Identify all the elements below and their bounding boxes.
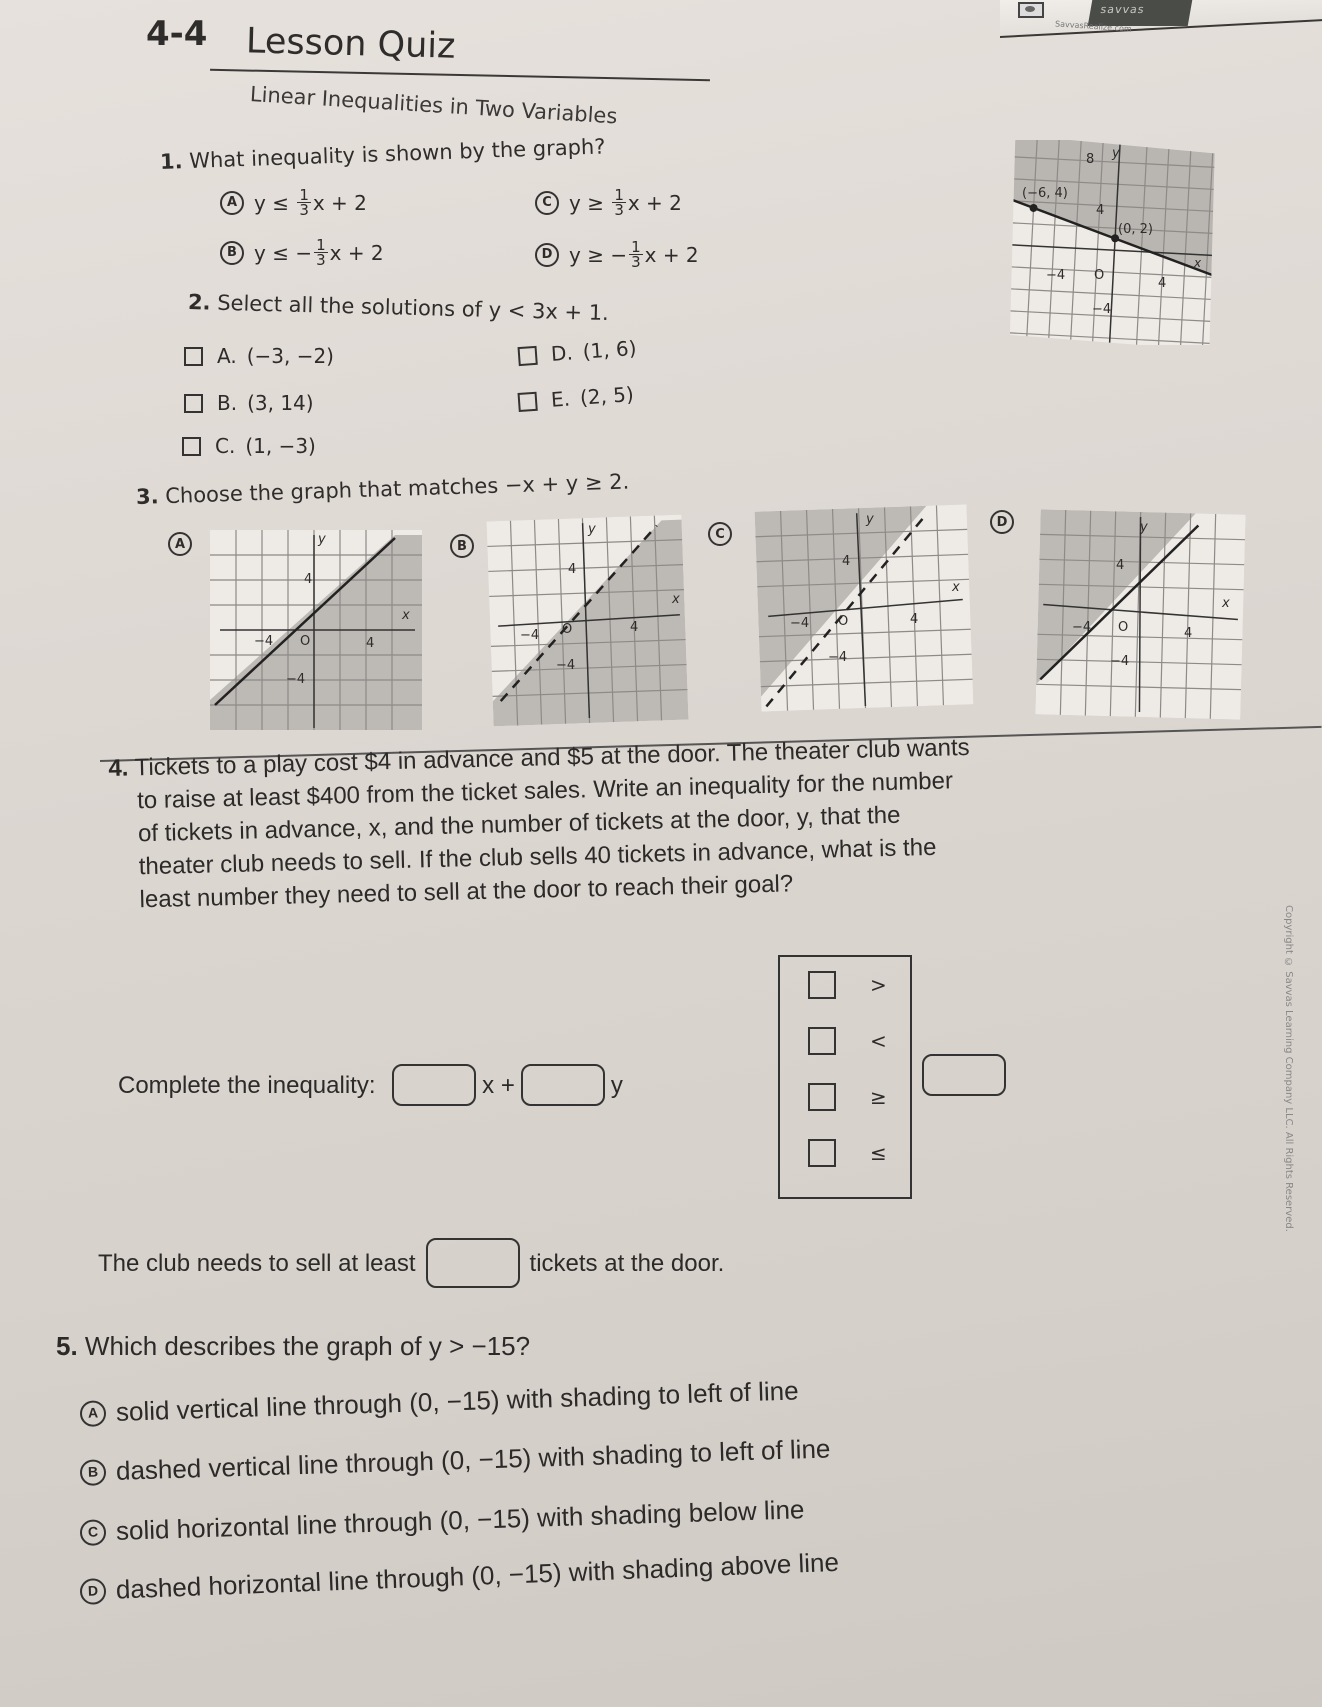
option-value: (3, 14)	[247, 391, 314, 415]
question-text: Which describes the graph of y > −15?	[84, 1331, 531, 1361]
graph-d-y4: 4	[1116, 558, 1125, 573]
page-subtitle: Linear Inequalities in Two Variables	[249, 82, 619, 129]
answer-suffix: tickets at the door.	[529, 1249, 725, 1277]
graph-b-origin: O	[562, 622, 573, 637]
question-number: 5.	[56, 1331, 78, 1361]
choice-sign: −	[610, 242, 628, 267]
complete-label: Complete the inequality:	[118, 1071, 376, 1099]
checkbox[interactable]	[517, 345, 537, 365]
choice-d-circle[interactable]: D	[535, 243, 559, 267]
q3-graph-b[interactable]	[486, 515, 688, 727]
choice-a-circle[interactable]: A	[80, 1400, 107, 1427]
question-2-prompt	[188, 290, 609, 325]
question-number: 2.	[187, 290, 211, 315]
numerator: 1	[299, 186, 309, 204]
numerator: 1	[631, 238, 641, 256]
lesson-number: 4-4	[146, 14, 208, 54]
q3-choice-c-circle[interactable]: C	[708, 522, 732, 546]
q1-graph-point1: (−6, 4)	[1022, 186, 1068, 201]
choice-d-circle[interactable]: D	[80, 1578, 107, 1605]
graph-c-yneg4: −4	[828, 650, 848, 665]
question-3-prompt	[136, 470, 630, 509]
checkbox[interactable]	[808, 1027, 836, 1055]
q5-choice-c[interactable]	[79, 1493, 804, 1549]
question-number: 3.	[135, 484, 159, 509]
choice-text: solid horizontal line through (0, −15) with shading below line	[115, 1494, 805, 1546]
checkbox[interactable]	[182, 437, 201, 456]
q4-line-4: theater club needs to sell. If the club sells 40 tickets in advance, what is the	[138, 833, 937, 881]
operator-option-le[interactable]	[780, 1125, 910, 1181]
complete-inequality-row	[118, 1064, 623, 1106]
graph-d-ylabel: y	[1140, 520, 1148, 535]
option-label: D.	[550, 340, 574, 366]
q1-graph	[1010, 140, 1215, 345]
choice-rhs: x + 2	[329, 240, 384, 265]
graph-d-x4: 4	[1184, 626, 1193, 641]
q3-choice-b-circle[interactable]: B	[450, 534, 474, 558]
q1-choice-b[interactable]	[220, 238, 384, 267]
graph-a-yneg4: −4	[286, 672, 306, 687]
graph-c-origin: O	[838, 614, 849, 629]
q1-graph-y4: 4	[1096, 203, 1105, 218]
choice-lhs: y ≥	[569, 242, 604, 267]
x-term: x +	[482, 1071, 515, 1099]
operator-symbol: ≥	[870, 1085, 887, 1109]
page-title: Lesson Quiz	[245, 21, 456, 67]
graph-d-xlabel: x	[1222, 596, 1230, 611]
q4-line-2: to raise at least $400 from the ticket sales. Write an inequality for the number	[136, 767, 954, 815]
site-url: SavvasRealize.com	[1054, 19, 1132, 34]
q5-choice-d[interactable]	[79, 1546, 839, 1608]
graph-b-y4: 4	[568, 562, 577, 577]
q2-option-d[interactable]	[517, 336, 637, 368]
choice-lhs: y ≥	[569, 190, 604, 215]
rhs-value-input[interactable]	[922, 1054, 1006, 1096]
graph-b-ylabel: y	[588, 522, 596, 537]
q1-graph-xlabel: x	[1194, 256, 1202, 270]
option-value: (2, 5)	[579, 381, 635, 410]
q1-graph-x4: 4	[1158, 276, 1167, 291]
q5-choice-b[interactable]	[79, 1432, 830, 1489]
y-coefficient-input[interactable]	[521, 1064, 605, 1106]
question-4-text	[108, 731, 973, 917]
option-value: (1, −3)	[245, 434, 316, 458]
q1-choice-c[interactable]	[535, 188, 682, 217]
option-value: (−3, −2)	[246, 344, 334, 368]
graph-c-y4: 4	[842, 554, 851, 569]
question-text: Choose the graph that matches −x + y ≥ 2.	[164, 469, 630, 509]
choice-lhs: y ≤	[254, 240, 289, 265]
checkbox[interactable]	[808, 1083, 836, 1111]
choice-c-circle[interactable]: C	[80, 1519, 107, 1546]
q3-graph-a[interactable]	[210, 530, 422, 730]
question-number: 4.	[108, 754, 129, 782]
question-1-prompt	[160, 134, 606, 174]
choice-lhs: y ≤	[254, 190, 289, 215]
denominator: 3	[614, 201, 624, 219]
checkbox[interactable]	[517, 391, 537, 411]
q2-option-b[interactable]	[184, 391, 314, 415]
denominator: 3	[316, 251, 326, 269]
option-label: B.	[217, 391, 238, 415]
graph-c-xneg4: −4	[790, 616, 810, 631]
checkbox[interactable]	[184, 394, 203, 413]
graph-d-origin: O	[1118, 620, 1129, 635]
graph-a-x4: 4	[366, 636, 375, 651]
graph-d-xneg4: −4	[1072, 620, 1092, 635]
option-label: E.	[550, 386, 571, 412]
graph-c-xlabel: x	[952, 580, 960, 595]
graph-b-xneg4: −4	[520, 628, 540, 643]
option-value: (1, 6)	[581, 335, 638, 364]
q1-choice-d[interactable]	[535, 240, 699, 269]
brand-label: savvas	[1099, 3, 1146, 16]
q4-line-text: Tickets to a play cost $4 in advance and $5 at the door. The theater club wants	[134, 733, 970, 782]
choice-rhs: x + 2	[627, 190, 682, 215]
graph-a-xlabel: x	[402, 608, 410, 623]
q3-choice-a-circle[interactable]: A	[168, 532, 192, 556]
graph-a-y4: 4	[304, 572, 313, 587]
graph-d-yneg4: −4	[1110, 654, 1130, 669]
graph-b-yneg4: −4	[556, 658, 576, 673]
q1-graph-origin: O	[1094, 268, 1105, 283]
x-coefficient-input[interactable]	[392, 1064, 476, 1106]
question-5-prompt	[56, 1330, 530, 1363]
q2-option-e[interactable]	[517, 382, 634, 414]
q5-choice-a[interactable]	[79, 1374, 799, 1430]
fraction	[612, 188, 626, 217]
choice-sign: −	[295, 240, 313, 265]
graph-a-origin: O	[300, 634, 311, 649]
graph-c-ylabel: y	[866, 512, 874, 527]
operator-option-lt[interactable]	[780, 1013, 910, 1069]
q1-graph-y8: 8	[1086, 152, 1095, 167]
option-label: C.	[215, 434, 236, 458]
choice-text: dashed horizontal line through (0, −15) with shading above line	[115, 1546, 840, 1605]
q3-choice-d-circle[interactable]: D	[990, 510, 1014, 534]
numerator: 1	[614, 186, 624, 204]
q1-graph-yneg4: −4	[1092, 302, 1112, 317]
operator-option-ge[interactable]	[780, 1069, 910, 1125]
q3-graph-c[interactable]	[755, 504, 974, 711]
q1-graph-xneg4: −4	[1046, 268, 1066, 283]
checkbox[interactable]	[808, 971, 836, 999]
graph-c-x4: 4	[910, 612, 919, 627]
choice-c-circle[interactable]: C	[535, 191, 559, 215]
checkbox[interactable]	[184, 347, 203, 366]
answer-row	[98, 1238, 724, 1288]
checkbox[interactable]	[808, 1139, 836, 1167]
operator-select-panel	[778, 955, 912, 1199]
graph-b-x4: 4	[630, 620, 639, 635]
door-tickets-input[interactable]	[426, 1238, 520, 1288]
q2-option-a[interactable]	[184, 344, 334, 368]
numerator: 1	[316, 236, 326, 254]
choice-b-circle[interactable]: B	[220, 241, 244, 265]
q1-graph-ylabel: y	[1112, 146, 1120, 161]
q3-graph-d[interactable]	[1035, 509, 1245, 719]
copyright-notice: Copyright © Savvas Learning Company LLC. All Rights Reserved.	[1283, 905, 1294, 1232]
choice-rhs: x + 2	[644, 242, 699, 267]
question-text: Select all the solutions of y < 3x + 1.	[216, 290, 610, 326]
q1-choice-a[interactable]	[220, 188, 367, 217]
question-text: What inequality is shown by the graph?	[188, 134, 606, 173]
choice-b-circle[interactable]: B	[80, 1459, 107, 1486]
operator-symbol: <	[870, 1029, 887, 1053]
graph-b-xlabel: x	[672, 592, 680, 607]
operator-option-gt[interactable]	[780, 957, 910, 1013]
q1-graph-point2: (0, 2)	[1118, 222, 1153, 237]
q4-line-5: least number they need to sell at the door to reach their goal?	[139, 870, 794, 914]
graph-a-xneg4: −4	[254, 634, 274, 649]
fraction	[629, 240, 643, 269]
q4-line-3: of tickets in advance, x, and the number of tickets at the door, y, that the	[137, 801, 901, 848]
fraction	[314, 238, 328, 267]
y-term: y	[610, 1071, 623, 1099]
denominator: 3	[299, 201, 309, 219]
q2-option-c[interactable]	[182, 434, 316, 458]
choice-text: solid vertical line through (0, −15) with shading to left of line	[115, 1375, 799, 1427]
operator-symbol: ≤	[870, 1141, 887, 1165]
denominator: 3	[631, 253, 641, 271]
answer-prefix: The club needs to sell at least	[98, 1249, 416, 1277]
option-label: A.	[217, 344, 237, 368]
calculator-icon	[1018, 2, 1044, 18]
choice-rhs: x + 2	[312, 190, 367, 215]
graph-a-ylabel: y	[318, 532, 326, 547]
title-divider	[210, 69, 710, 81]
fraction	[297, 188, 311, 217]
operator-symbol: >	[870, 973, 887, 997]
question-number: 1.	[159, 149, 183, 174]
choice-text: dashed vertical line through (0, −15) with shading to left of line	[115, 1433, 831, 1486]
choice-a-circle[interactable]: A	[220, 191, 244, 215]
